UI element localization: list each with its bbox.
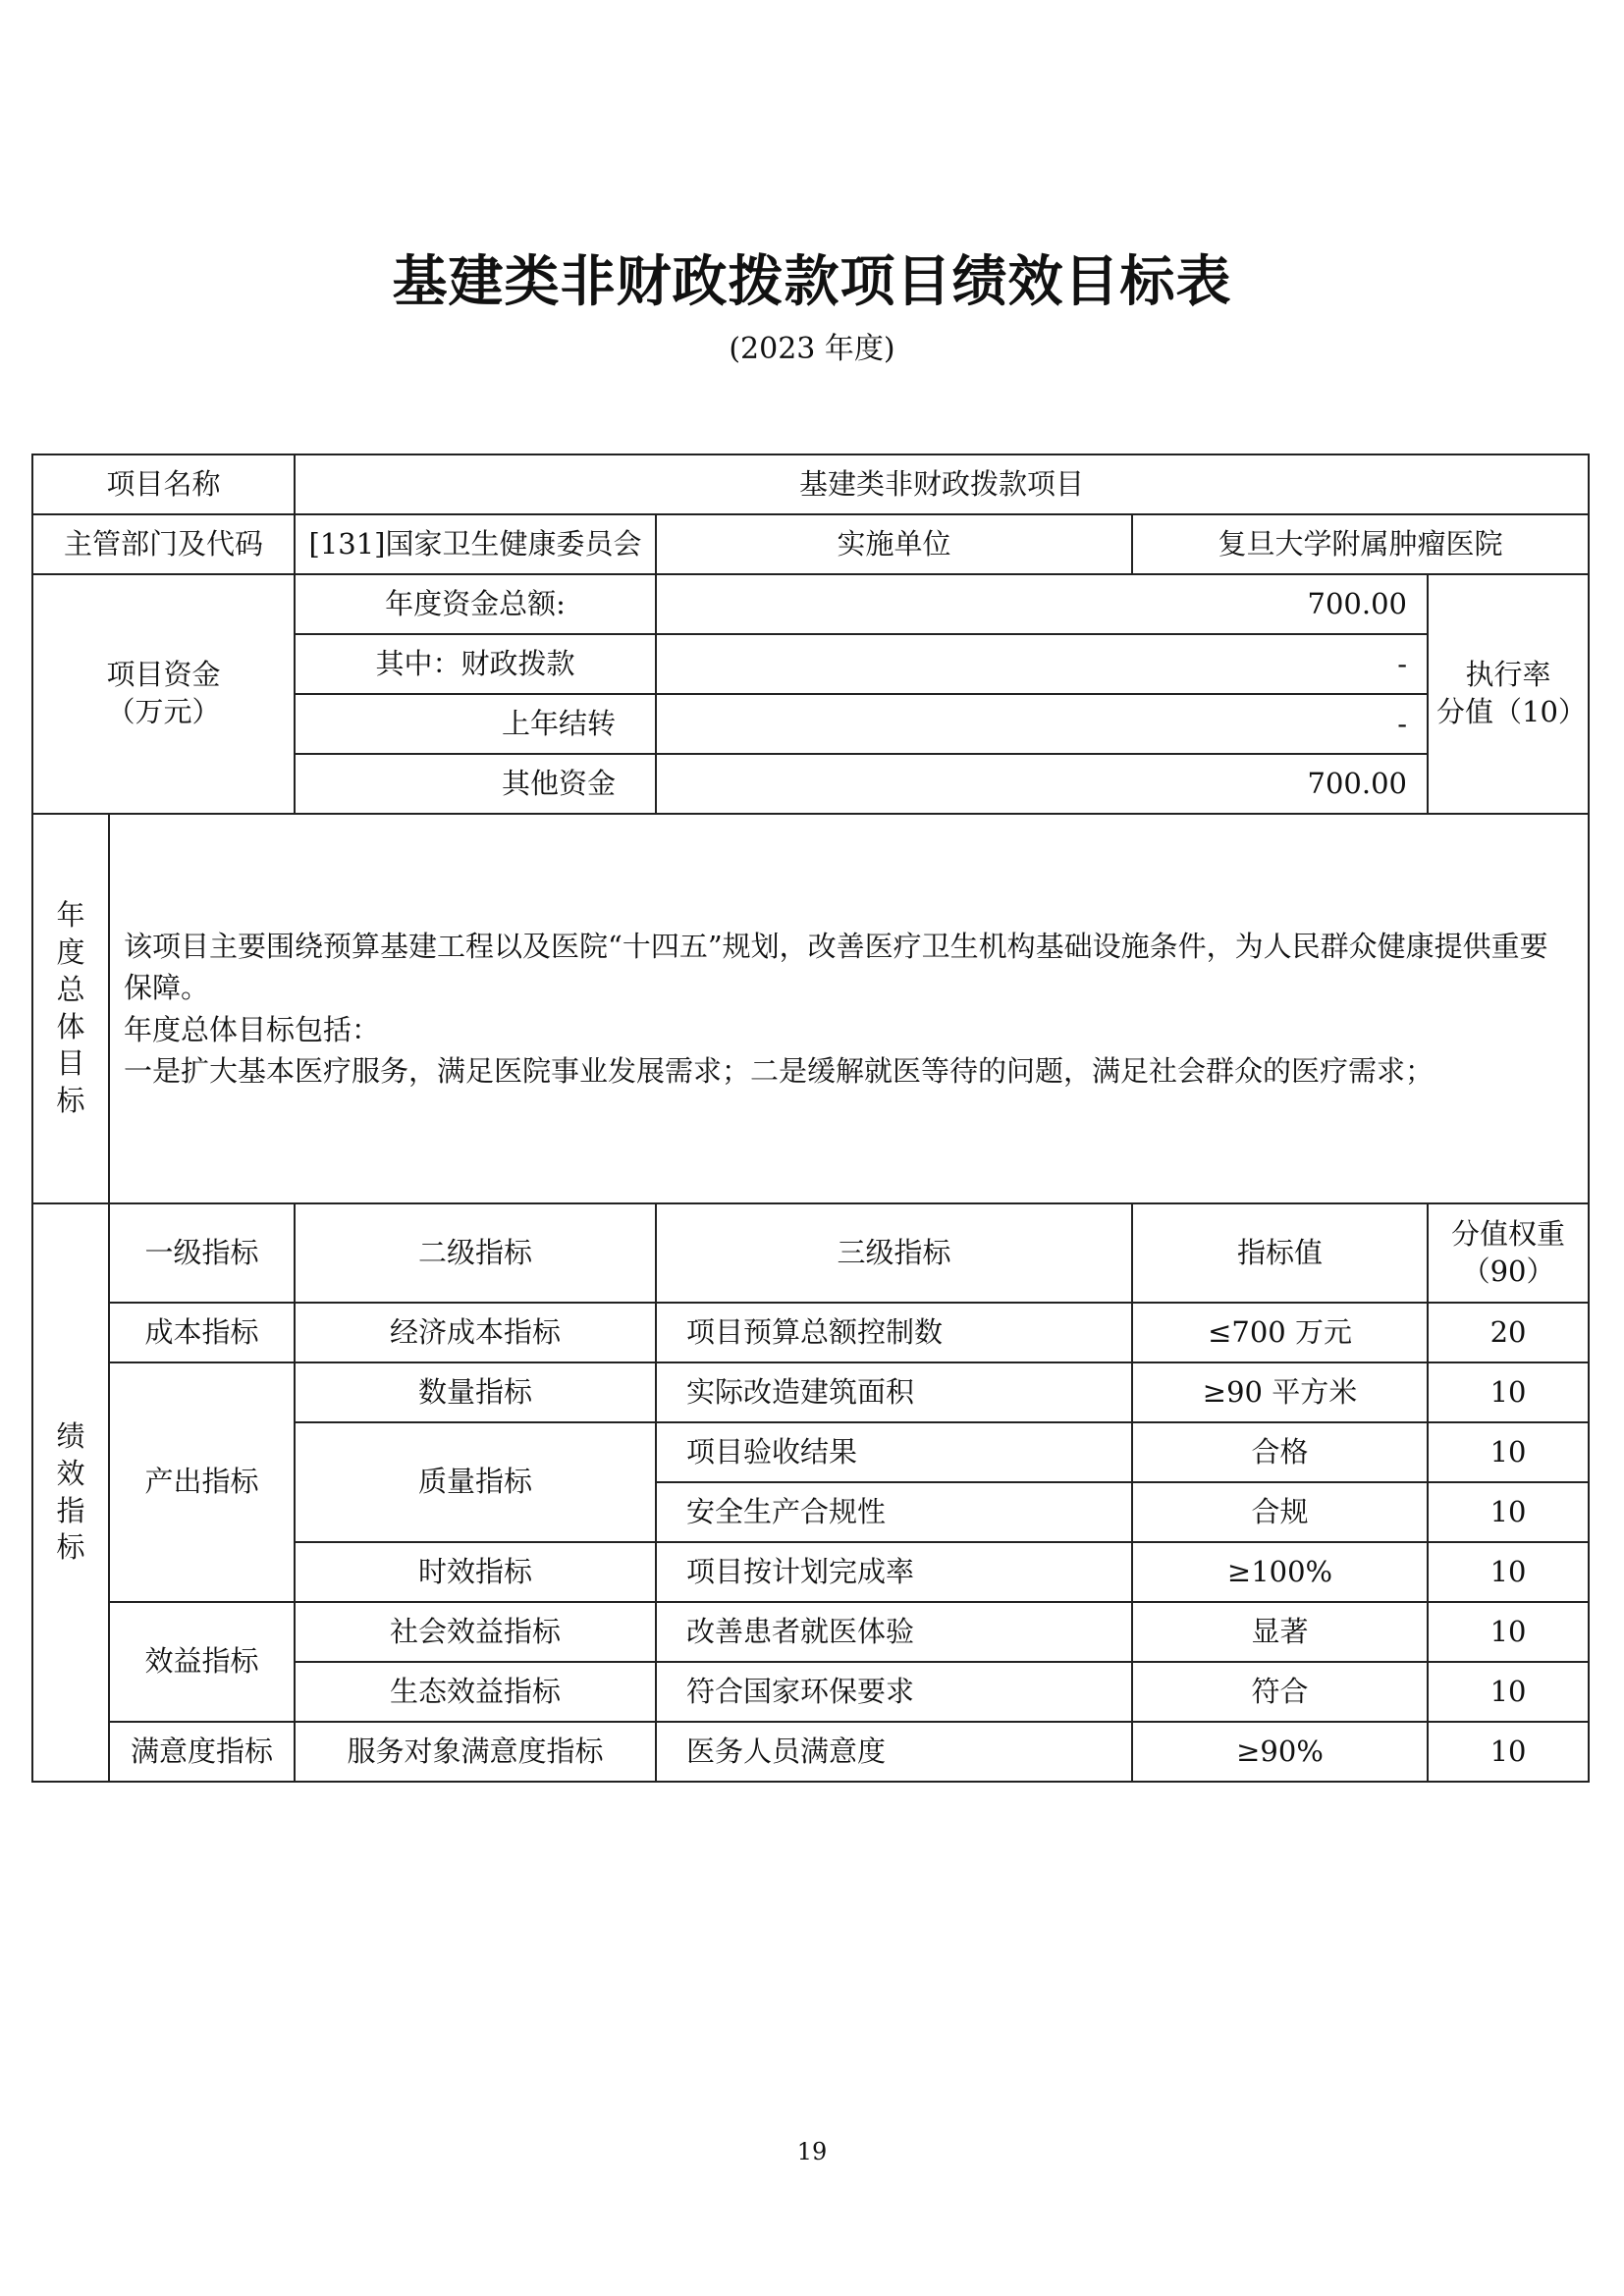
funds-fiscal-label: 其中：财政拨款 — [295, 634, 656, 694]
ecological-level3: 符合国家环保要求 — [656, 1662, 1132, 1722]
implementing-unit-label: 实施单位 — [656, 514, 1132, 574]
quantity-level2: 数量指标 — [295, 1362, 656, 1422]
indicator-label-char: 标 — [56, 1530, 85, 1565]
document-title: 基建类非财政拨款项目绩效目标表 — [392, 250, 1232, 314]
timeliness-weight: 10 — [1428, 1542, 1589, 1602]
funds-fiscal-value: - — [656, 634, 1428, 694]
satisfaction-level1: 满意度指标 — [109, 1722, 295, 1782]
funds-total-label: 年度资金总额: — [295, 574, 656, 634]
goal-label-char: 度 — [56, 935, 85, 970]
cost-value: ≤700 万元 — [1132, 1303, 1428, 1362]
annual-goal-label — [32, 814, 109, 1203]
goal-paragraph-2: 年度总体目标包括： — [124, 1012, 381, 1046]
cost-weight: 20 — [1428, 1303, 1589, 1362]
execution-rate-line1: 执行率 — [1465, 658, 1551, 692]
funds-other-value: 700.00 — [656, 754, 1428, 814]
output-level1: 产出指标 — [109, 1362, 295, 1602]
header-value: 指标值 — [1132, 1203, 1428, 1303]
indicator-label-char: 指 — [56, 1493, 85, 1527]
funds-label-line2: （万元） — [106, 695, 221, 728]
goal-paragraph-3: 一是扩大基本医疗服务，满足医院事业发展需求；二是缓解就医等待的问题，满足社会群众的医疗需求； — [124, 1053, 1435, 1088]
social-value: 显著 — [1132, 1602, 1428, 1662]
social-level2: 社会效益指标 — [295, 1602, 656, 1662]
quantity-weight: 10 — [1428, 1362, 1589, 1422]
funds-total-row — [32, 574, 1589, 634]
funds-label-line1: 项目资金 — [106, 658, 221, 692]
indicator-label-char: 效 — [56, 1456, 85, 1490]
quantity-value: ≥90 平方米 — [1132, 1362, 1428, 1422]
page-number: 19 — [796, 2138, 828, 2165]
ecological-weight: 10 — [1428, 1662, 1589, 1722]
quality2-value: 合规 — [1132, 1482, 1428, 1542]
header-weight-line1: 分值权重 — [1451, 1216, 1566, 1251]
department-value: [131]国家卫生健康委员会 — [295, 514, 656, 574]
quality-level2: 质量指标 — [295, 1422, 656, 1542]
performance-target-table — [31, 454, 1590, 1783]
document-subtitle: (2023 年度) — [729, 332, 895, 366]
timeliness-level3: 项目按计划完成率 — [656, 1542, 1132, 1602]
satisfaction-value: ≥90% — [1132, 1722, 1428, 1782]
satisfaction-level3: 医务人员满意度 — [656, 1722, 1132, 1782]
table-row — [32, 1303, 1589, 1362]
timeliness-value: ≥100% — [1132, 1542, 1428, 1602]
indicator-header-row — [32, 1203, 1589, 1303]
goal-label-char: 目 — [56, 1046, 85, 1081]
table-row — [32, 1722, 1589, 1782]
goal-label-char: 标 — [56, 1083, 85, 1117]
ecological-value: 符合 — [1132, 1662, 1428, 1722]
funds-carryover-label: 上年结转 — [295, 694, 656, 754]
header-weight-line2: （90） — [1461, 1254, 1555, 1288]
timeliness-level2: 时效指标 — [295, 1542, 656, 1602]
performance-indicator-label — [32, 1203, 109, 1782]
quality1-level3: 项目验收结果 — [656, 1422, 1132, 1482]
annual-goal-content — [109, 814, 1589, 1203]
execution-rate-line2: 分值（10） — [1436, 695, 1587, 728]
quality1-value: 合格 — [1132, 1422, 1428, 1482]
indicator-label-char: 绩 — [56, 1419, 85, 1454]
funds-other-label: 其他资金 — [295, 754, 656, 814]
project-name-row — [32, 454, 1589, 514]
satisfaction-level2: 服务对象满意度指标 — [295, 1722, 656, 1782]
project-name-value: 基建类非财政拨款项目 — [295, 454, 1589, 514]
quantity-level3: 实际改造建筑面积 — [656, 1362, 1132, 1422]
header-weight — [1428, 1203, 1589, 1303]
goal-paragraph-1: 该项目主要围绕预算基建工程以及医院“十四五”规划，改善医疗卫生机构基础设施条件，为人民群众健康提供重要保障。 — [124, 930, 1548, 1005]
social-weight: 10 — [1428, 1602, 1589, 1662]
funds-carryover-value: - — [656, 694, 1428, 754]
header-level1: 一级指标 — [109, 1203, 295, 1303]
benefit-level1: 效益指标 — [109, 1602, 295, 1722]
goal-label-char: 体 — [56, 1009, 85, 1043]
table-row — [32, 1602, 1589, 1662]
project-name-label: 项目名称 — [32, 454, 295, 514]
execution-rate-score — [1428, 574, 1589, 814]
satisfaction-weight: 10 — [1428, 1722, 1589, 1782]
funds-total-value: 700.00 — [656, 574, 1428, 634]
cost-level2: 经济成本指标 — [295, 1303, 656, 1362]
ecological-level2: 生态效益指标 — [295, 1662, 656, 1722]
implementing-unit-value: 复旦大学附属肿瘤医院 — [1132, 514, 1589, 574]
department-label: 主管部门及代码 — [32, 514, 295, 574]
header-level3: 三级指标 — [656, 1203, 1132, 1303]
quality2-level3: 安全生产合规性 — [656, 1482, 1132, 1542]
table-row — [32, 1362, 1589, 1422]
goal-label-char: 年 — [56, 898, 85, 933]
quality2-weight: 10 — [1428, 1482, 1589, 1542]
funds-label — [32, 574, 295, 814]
goal-label-char: 总 — [56, 972, 85, 1006]
quality1-weight: 10 — [1428, 1422, 1589, 1482]
social-level3: 改善患者就医体验 — [656, 1602, 1132, 1662]
cost-level3: 项目预算总额控制数 — [656, 1303, 1132, 1362]
header-level2: 二级指标 — [295, 1203, 656, 1303]
annual-goal-row — [32, 814, 1589, 1203]
cost-level1: 成本指标 — [109, 1303, 295, 1362]
department-row — [32, 514, 1589, 574]
